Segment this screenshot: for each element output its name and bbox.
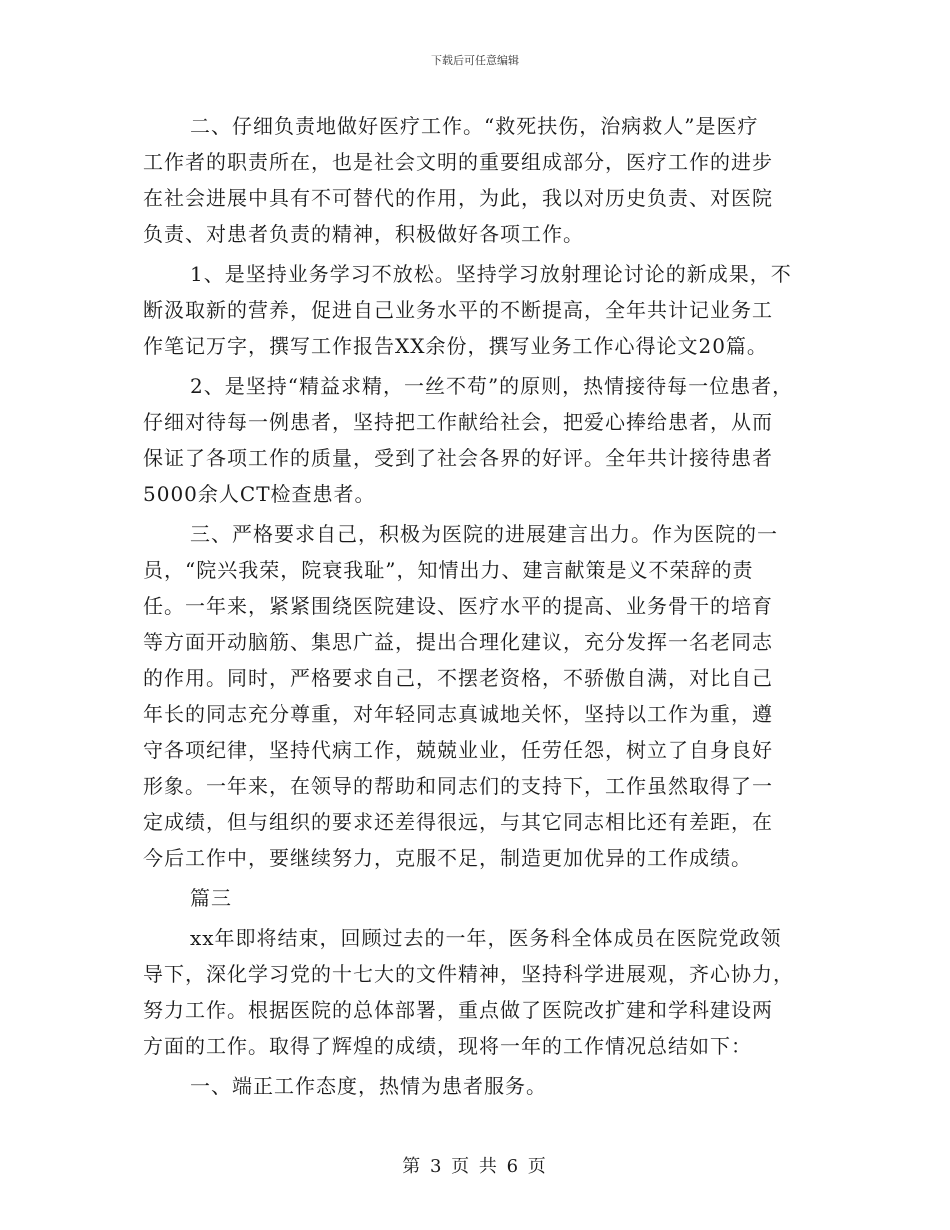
text-line-17: 年长的同志充分尊重，对年轻同志真诚地关怀，坚持以工作为重，遵 bbox=[143, 702, 773, 726]
text-line-5: 1、是坚持业务学习不放松。坚持学习放射理论讨论的新成果，不 bbox=[190, 262, 792, 286]
text-line-21: 今后工作中，要继续努力，克服不足，制造更加优异的工作成绩。 bbox=[143, 846, 752, 870]
text-line-26: 方面的工作。取得了辉煌的成绩，现将一年的工作情况总结如下： bbox=[143, 1034, 752, 1058]
text-line-20: 定成绩，但与组织的要求还差得很远，与其它同志相比还有差距，在 bbox=[143, 810, 773, 834]
text-line-16: 的作用。同时，严格要求自己，不摆老资格，不骄傲自满，对比自己 bbox=[143, 666, 773, 690]
section-heading: 篇三 bbox=[190, 886, 232, 910]
text-line-25: 努力工作。根据医院的总体部署，重点做了医院改扩建和学科建设两 bbox=[143, 998, 773, 1022]
text-line-4: 负责、对患者负责的精神，积极做好各项工作。 bbox=[143, 222, 584, 246]
text-line-7: 作笔记万字，撰写工作报告XX余份，撰写业务工作心得论文20篇。 bbox=[143, 334, 768, 358]
text-line-13: 员，“院兴我荣，院衰我耻”，知情出力、建言献策是义不荣辞的责 bbox=[143, 558, 754, 582]
text-line-2: 工作者的职责所在，也是社会文明的重要组成部分，医疗工作的进步 bbox=[143, 150, 773, 174]
text-line-11: 5000余人CT检查患者。 bbox=[143, 482, 376, 506]
text-line-18: 守各项纪律，坚持代病工作，兢兢业业，任劳任怨，树立了自身良好 bbox=[143, 738, 773, 762]
page-header: 下载后可任意编辑 bbox=[431, 54, 519, 67]
text-line-10: 保证了各项工作的质量，受到了社会各界的好评。全年共计接待患者 bbox=[143, 446, 773, 470]
text-line-15: 等方面开动脑筋、集思广益，提出合理化建议，充分发挥一名老同志 bbox=[143, 630, 773, 654]
text-line-6: 断汲取新的营养，促进自己业务水平的不断提高，全年共计记业务工 bbox=[143, 298, 773, 322]
text-line-12: 三、严格要求自己，积极为医院的进展建言出力。作为医院的一 bbox=[190, 522, 778, 546]
text-line-19: 形象。一年来，在领导的帮助和同志们的支持下，工作虽然取得了一 bbox=[143, 774, 773, 798]
page-number-footer: 第 3 页 共 6 页 bbox=[402, 1156, 548, 1177]
text-line-24: 导下，深化学习党的十七大的文件精神，坚持科学进展观，齐心协力， bbox=[143, 962, 794, 986]
text-line-8: 2、是坚持“精益求精，一丝不苟”的原则，热情接待每一位患者， bbox=[190, 374, 794, 398]
text-line-23: xx年即将结束，回顾过去的一年，医务科全体成员在医院党政领 bbox=[190, 926, 782, 950]
text-line-14: 任。一年来，紧紧围绕医院建设、医疗水平的提高、业务骨干的培育 bbox=[143, 594, 773, 618]
text-line-1: 二、仔细负责地做好医疗工作。“救死扶伤，治病救人”是医疗 bbox=[190, 114, 759, 138]
text-line-3: 在社会进展中具有不可替代的作用，为此，我以对历史负责、对医院 bbox=[143, 186, 773, 210]
text-line-27: 一、端正工作态度，热情为患者服务。 bbox=[190, 1074, 547, 1098]
text-line-9: 仔细对待每一例患者，坚持把工作献给社会，把爱心捧给患者，从而 bbox=[143, 410, 773, 434]
